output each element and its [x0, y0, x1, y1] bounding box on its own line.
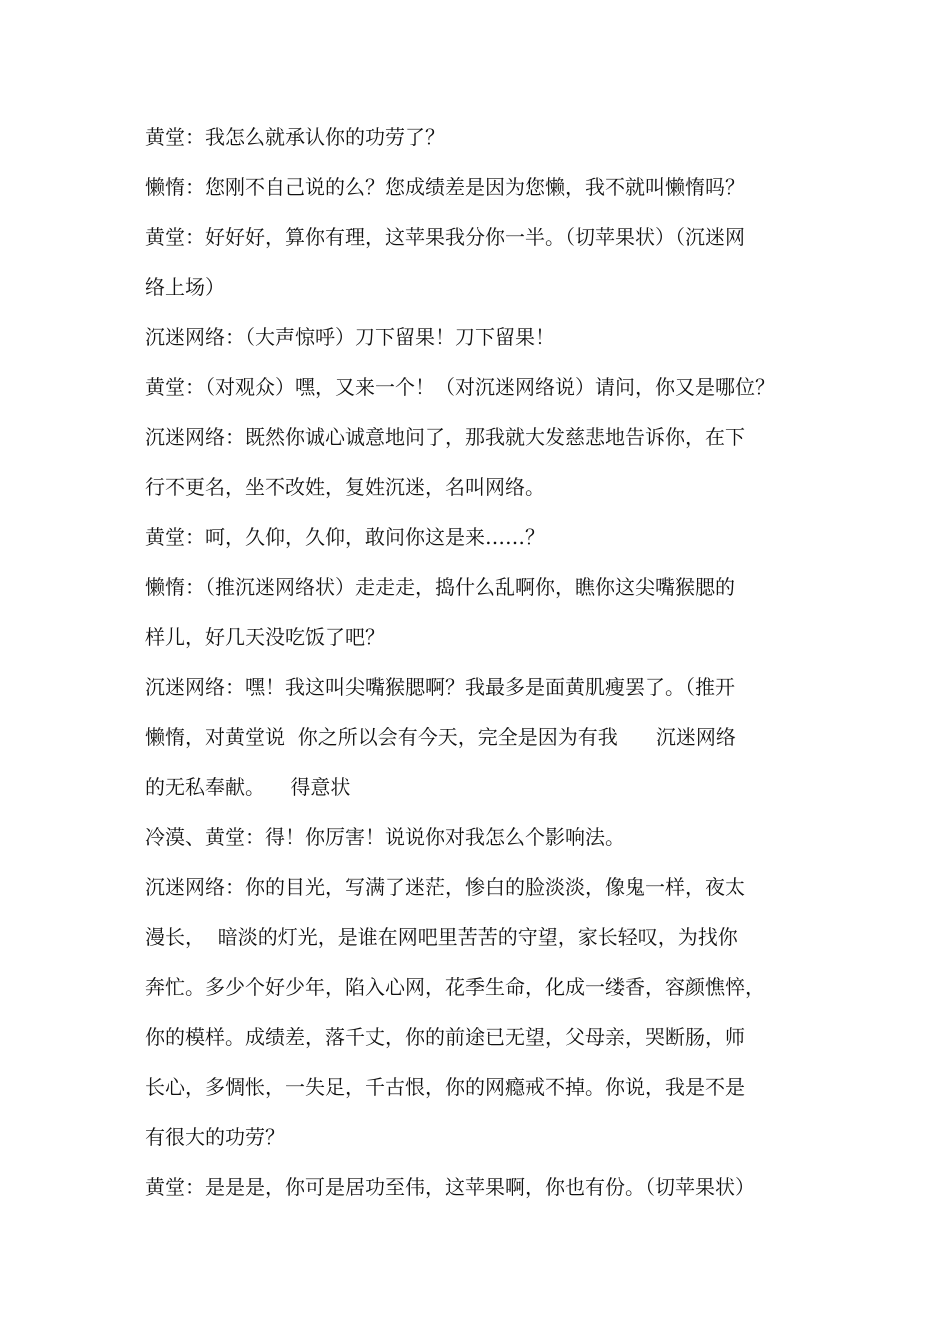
text-line-3: 黄堂：好好好，算你有理，这苹果我分你一半。（切苹果状）（沉迷网	[145, 225, 745, 249]
text-line-17: 漫长， 暗淡的灯光，是谁在网吧里苦苦的守望，家长轻叹，为找你	[145, 925, 738, 949]
text-line-16: 沉迷网络：你的目光，写满了迷茫，惨白的脸淡淡，像鬼一样，夜太	[145, 875, 745, 899]
text-line-12: 沉迷网络：嘿！我这叫尖嘴猴腮啊？我最多是面黄肌瘦罢了。（推开	[145, 675, 735, 699]
text-line-5: 沉迷网络：（大声惊呼）刀下留果！刀下留果！	[145, 325, 555, 349]
text-line-19: 你的模样。成绩差，落千丈，你的前途已无望，父母亲，哭断肠，师	[145, 1025, 745, 1049]
text-line-13: 懒惰，对黄堂说 你之所以会有今天，完全是因为有我 沉迷网络	[145, 725, 736, 749]
text-line-10: 懒惰：（推沉迷网络状）走走走，捣什么乱啊你，瞧你这尖嘴猴腮的	[145, 575, 735, 599]
text-line-2: 懒惰：您刚不自己说的么？您成绩差是因为您懒，我不就叫懒惰吗？	[145, 175, 745, 199]
text-line-11: 样儿，好几天没吃饭了吧？	[145, 625, 385, 649]
text-line-18: 奔忙。多少个好少年，陷入心网，花季生命，化成一缕香，容颜憔悴，	[145, 975, 765, 999]
script-text-body	[145, 112, 810, 1212]
text-line-4: 络上场）	[145, 275, 225, 299]
text-line-7: 沉迷网络：既然你诚心诚意地问了，那我就大发慈悲地告诉你，在下	[145, 425, 745, 449]
text-line-8: 行不更名，坐不改姓，复姓沉迷，名叫网络。	[145, 475, 545, 499]
text-line-6: 黄堂：（对观众）嘿，又来一个！（对沉迷网络说）请问，你又是哪位？	[145, 375, 775, 399]
text-line-14: 的无私奉献。 得意状	[145, 775, 351, 799]
text-line-22: 黄堂：是是是，你可是居功至伟，这苹果啊，你也有份。（切苹果状）	[145, 1175, 755, 1199]
text-line-21: 有很大的功劳？	[145, 1125, 285, 1149]
text-line-1: 黄堂：我怎么就承认你的功劳了？	[145, 125, 445, 149]
text-line-9: 黄堂：呵，久仰，久仰，敢问你这是来……？	[145, 525, 545, 549]
text-line-20: 长心，多惆怅，一失足，千古恨，你的网瘾戒不掉。你说，我是不是	[145, 1075, 745, 1099]
text-line-15: 冷漠、黄堂：得！你厉害！说说你对我怎么个影响法。	[145, 825, 625, 849]
